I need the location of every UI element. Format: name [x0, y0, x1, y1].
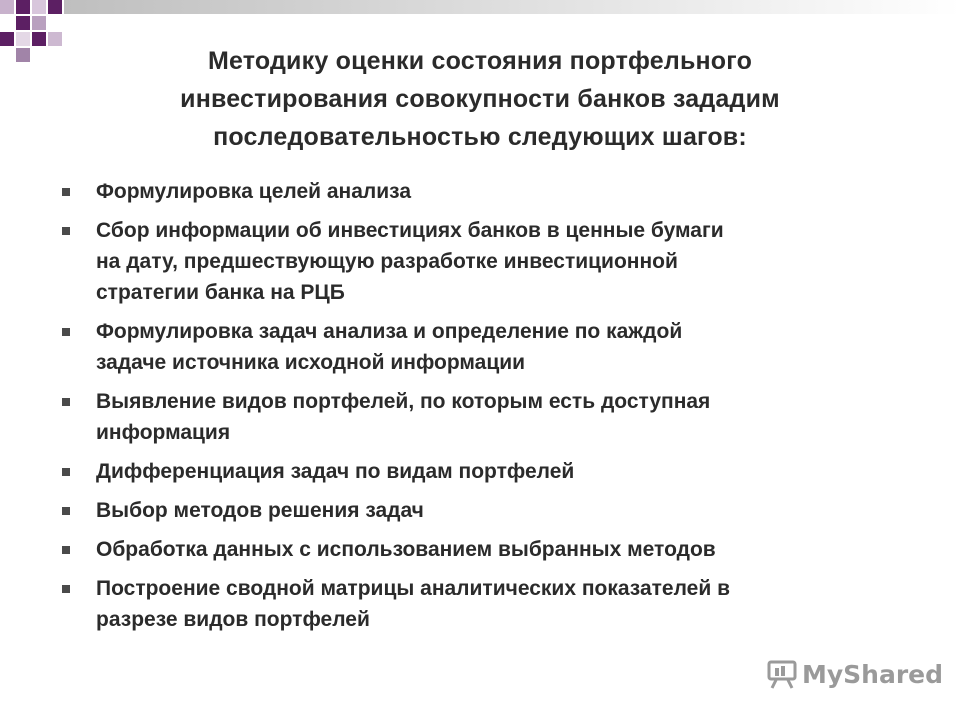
title-line: инвестирования совокупности банков зададим	[180, 85, 780, 113]
bullet-item	[60, 215, 920, 308]
decor-square	[48, 0, 62, 14]
bullet-item	[60, 495, 920, 526]
square-bullet-icon	[62, 585, 70, 593]
decor-square	[0, 0, 14, 14]
myshared-watermark	[766, 656, 943, 692]
decor-square	[16, 48, 30, 62]
decor-square	[32, 16, 46, 30]
bullet-text: Сбор информации об инвестициях банков в ценные бумаги	[96, 219, 724, 242]
square-bullet-icon	[62, 227, 70, 235]
bullet-item	[60, 176, 920, 207]
decor-square	[16, 32, 30, 46]
bullet-item	[60, 316, 920, 378]
square-bullet-icon	[62, 398, 70, 406]
title-line: Методику оценки состояния портфельного	[207, 47, 753, 75]
decor-square	[32, 0, 46, 14]
decor-square	[32, 32, 46, 46]
bullet-item	[60, 573, 920, 635]
bullet-text: задаче источника исходной информации	[96, 351, 526, 374]
slide-title	[60, 42, 900, 156]
bullet-text: стратегии банка на РЦБ	[96, 281, 345, 304]
title-line: последовательностью следующих шагов:	[213, 123, 747, 151]
bullet-text: Дифференциация задач по видам портфелей	[96, 460, 575, 483]
decor-square	[16, 16, 30, 30]
top-gradient-bar	[64, 0, 960, 14]
bullet-text: разрезе видов портфелей	[96, 608, 370, 631]
decor-square	[16, 0, 30, 14]
bullet-text: Построение сводной матрицы аналитических показателей в	[96, 577, 730, 600]
bullet-list	[60, 176, 920, 643]
square-bullet-icon	[62, 468, 70, 476]
square-bullet-icon	[62, 507, 70, 515]
square-bullet-icon	[62, 328, 70, 336]
watermark-text: MyShared	[802, 659, 944, 689]
bullet-text: информация	[96, 421, 231, 444]
bullet-item	[60, 386, 920, 448]
bullet-item	[60, 456, 920, 487]
bullet-text: на дату, предшествующую разработке инвестиционной	[96, 250, 678, 273]
bullet-text: Выбор методов решения задач	[96, 499, 424, 522]
bullet-item	[60, 534, 920, 565]
bullet-text: Обработка данных с использованием выбранных методов	[96, 538, 716, 561]
decor-square	[0, 32, 14, 46]
bullet-text: Формулировка задач анализа и определение по каждой	[96, 320, 683, 343]
presentation-board-icon	[766, 658, 798, 690]
square-bullet-icon	[62, 546, 70, 554]
square-bullet-icon	[62, 188, 70, 196]
bullet-text: Выявление видов портфелей, по которым есть доступная	[96, 390, 711, 413]
bullet-text: Формулировка целей анализа	[96, 180, 412, 203]
